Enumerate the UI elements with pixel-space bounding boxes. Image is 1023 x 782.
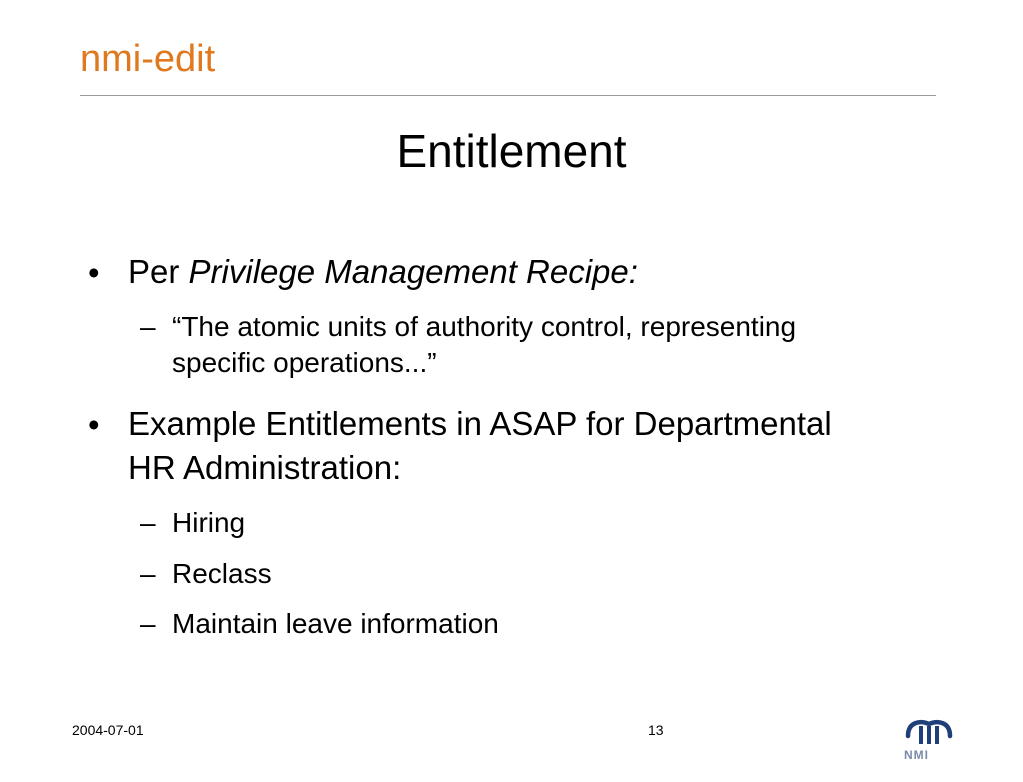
bullet-1-prefix: Per: [128, 253, 189, 290]
subbullet-marker: –: [140, 507, 156, 538]
logo-text: NMI: [904, 748, 929, 762]
bullet-1-subitem-1: [172, 309, 972, 381]
bullet-2-line-2: HR Administration:: [128, 449, 402, 486]
footer-date: 2004-07-01: [72, 722, 144, 738]
subbullet-marker: –: [140, 311, 156, 342]
subbullet-marker: –: [140, 558, 156, 589]
quote-line-1: “The atomic units of authority control, representing: [172, 311, 797, 342]
brand-title: nmi-edit: [80, 38, 216, 80]
bullet-2-text: [128, 402, 998, 490]
bullet-marker: •: [88, 254, 100, 291]
bullet-2-subitem-1: Hiring: [172, 507, 246, 538]
bullet-2-subitem-2: Reclass: [172, 558, 272, 589]
page-number: 13: [648, 722, 664, 738]
bullet-1-text: [128, 250, 998, 294]
header-divider: [80, 95, 936, 96]
bullet-marker: •: [88, 406, 100, 443]
subbullet-marker: –: [140, 608, 156, 639]
bullet-2-subitem-3: Maintain leave information: [172, 608, 499, 639]
slide-title: Entitlement: [396, 125, 627, 177]
quote-line-2: specific operations...”: [172, 347, 437, 378]
bullet-2-line-1: Example Entitlements in ASAP for Departmental: [128, 405, 832, 442]
bullet-1-italic: Privilege Management Recipe:: [188, 253, 638, 290]
